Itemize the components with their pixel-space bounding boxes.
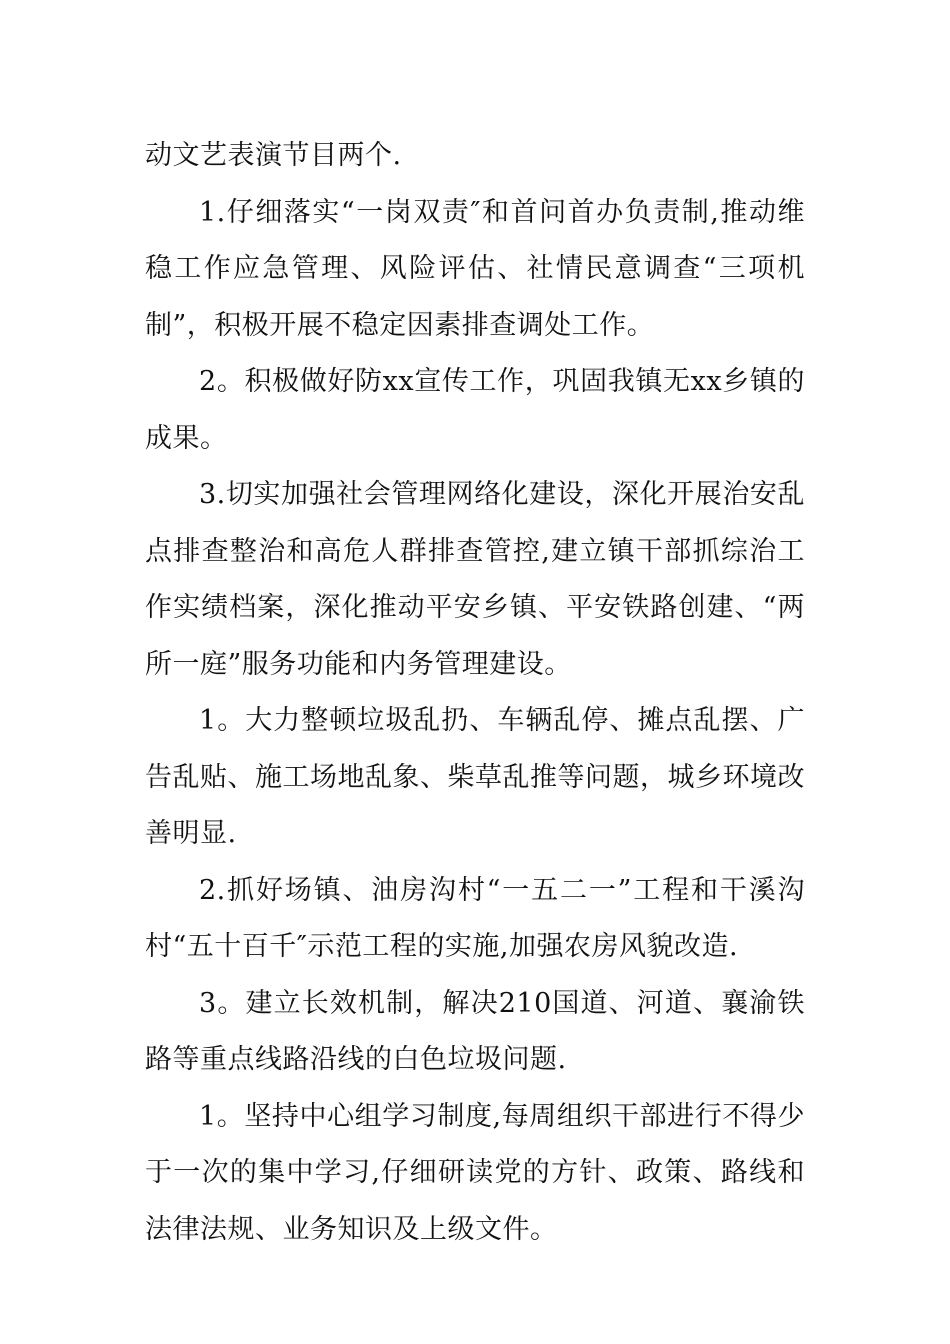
document-body: [145, 128, 805, 1258]
paragraph-item: 2。积极做好防xx宣传工作，巩固我镇无xx乡镇的成果。: [145, 366, 805, 454]
paragraph-continuation: 动文艺表演节目两个.: [145, 140, 402, 171]
paragraph-item: 1。大力整顿垃圾乱扔、车辆乱停、摊点乱摆、广告乱贴、施工场地乱象、柴草乱推等问题，城乡环境改善明显.: [145, 705, 805, 849]
paragraph-item: 2.抓好场镇、油房沟村“一五二一”工程和干溪沟村“五十百千″示范工程的实施,加强农房风貌改造.: [145, 874, 805, 962]
paragraph-item: 1.仔细落实“一岗双责″和首问首办负责制,推动维稳工作应急管理、风险评估、社情民意调查“三项机制”，积极开展不稳定因素排查调处工作。: [145, 196, 805, 341]
paragraph-item: 3。建立长效机制，解决210国道、河道、襄渝铁路等重点线路沿线的白色垃圾问题.: [145, 987, 805, 1075]
paragraph-item: 3.切实加强社会管理网络化建设，深化开展治安乱点排查整治和高危人群排查管控,建立镇干部抓综治工作实绩档案，深化推动平安乡镇、平安铁路创建、“两所一庭”服务功能和内务管理建设。: [145, 479, 805, 680]
paragraph-item: 1。坚持中心组学习制度,每周组织干部进行不得少于一次的集中学习,仔细研读党的方针、政策、路线和法律法规、业务知识及上级文件。: [145, 1100, 805, 1245]
